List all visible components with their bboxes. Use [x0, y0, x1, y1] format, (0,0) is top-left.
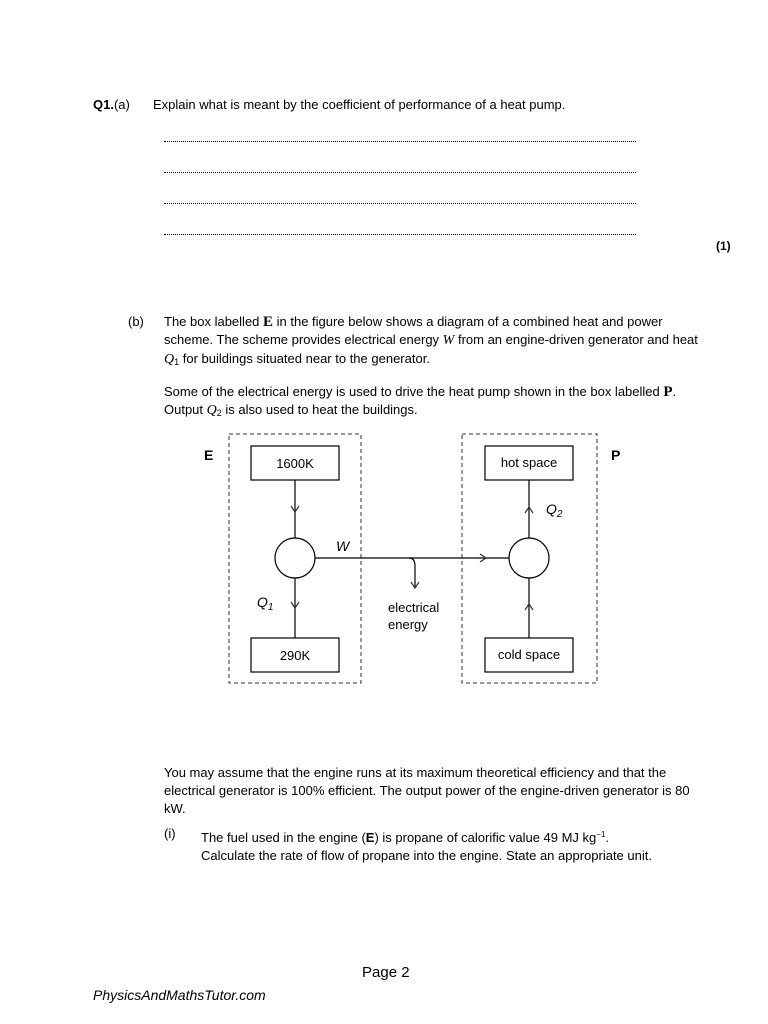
footer-site-name: PhysicsAndMathsTutor.com	[93, 987, 266, 1003]
part-i-text: The fuel used in the engine (E) is propane of calorific value 49 MJ $kg^{-1}$. Calculate the rate of flow of propane into the engine. State an appropriate unit.	[201, 830, 652, 863]
cold-reservoir-label: 290K	[279, 648, 311, 663]
part-a-label: (a)	[113, 97, 130, 112]
part-b-paragraph-3: You may assume that the engine runs at its maximum theoretical efficiency and that the electrical generator is 100% efficient. The output power of the engine-driven generator is 80 kW.	[164, 765, 690, 816]
part-a-marks: (1)	[716, 239, 731, 253]
heat-pump-circle	[509, 538, 549, 578]
part-a-text: Explain what is meant by the coefficient of performance of a heat pump.	[153, 97, 566, 112]
label-electrical: electrical	[388, 600, 440, 615]
part-b-paragraph-1: The box labelled E in the figure below shows a diagram of a combined heat and power scheme. The scheme provides electrical energy W from an engine-driven generator and heat Q1 for buildings situated near to the generator.	[164, 314, 698, 367]
label-E: E	[204, 447, 214, 463]
question-number: Q1.(a)	[93, 97, 130, 112]
hot-space-label: hot space	[500, 455, 558, 470]
part-i-label: (i)	[164, 826, 176, 841]
hot-reservoir-label: 1600K	[276, 456, 314, 471]
label-Q2: $Q_2$	[546, 501, 563, 520]
engine-circle	[275, 538, 315, 578]
label-P: P	[611, 447, 621, 463]
part-b-label: (b)	[128, 314, 144, 329]
label-W: W	[336, 538, 350, 554]
label-energy: energy	[388, 617, 428, 632]
page-number: Page 2	[362, 964, 410, 981]
label-Q1: $Q_1$	[257, 594, 274, 613]
cold-space-label: cold space	[497, 647, 561, 662]
part-b-paragraph-2: Some of the electrical energy is used to drive the heat pump shown in the box labelled P. Output Q2 is also used to heat the buildings.	[164, 384, 677, 418]
